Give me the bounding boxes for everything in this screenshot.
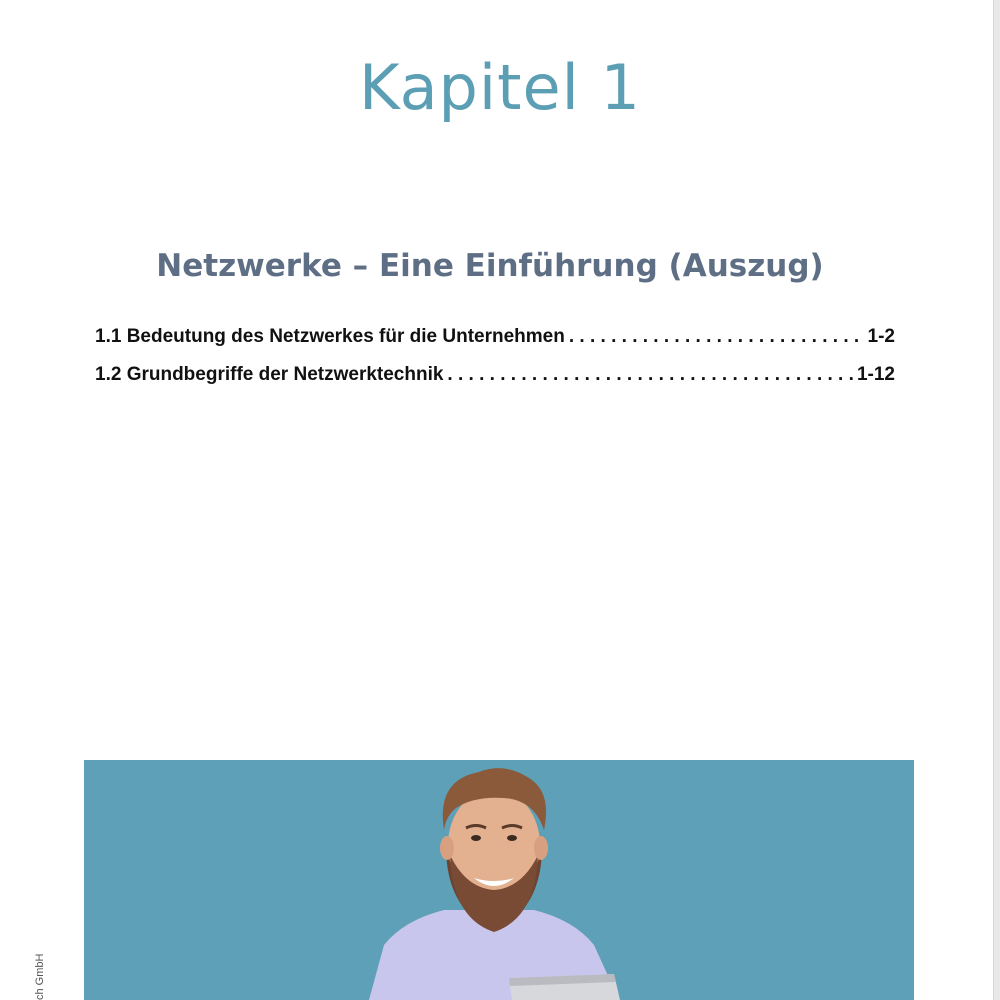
chapter-title: Kapitel 1 — [359, 51, 641, 124]
toc-entry[interactable] — [95, 326, 895, 364]
page-edge — [993, 0, 1000, 1000]
chapter-subtitle: Netzwerke – Eine Einführung (Auszug) — [156, 248, 824, 284]
side-credit: ch GmbH — [34, 953, 46, 1000]
table-of-contents — [95, 326, 895, 402]
chapter-photo — [84, 760, 914, 1000]
person-with-laptop-illustration — [84, 760, 914, 1000]
toc-entry-page: 1-2 — [867, 326, 895, 347]
toc-entry[interactable] — [95, 364, 895, 402]
toc-entry-label: 1.1 Bedeutung des Netzwerkes für die Unternehmen — [95, 326, 565, 347]
toc-entry-page: 1-12 — [856, 364, 895, 385]
toc-leader-dots — [447, 364, 853, 386]
toc-entry-label: 1.2 Grundbegriffe der Netzwerktechnik — [95, 364, 444, 385]
toc-leader-dots — [569, 326, 864, 348]
